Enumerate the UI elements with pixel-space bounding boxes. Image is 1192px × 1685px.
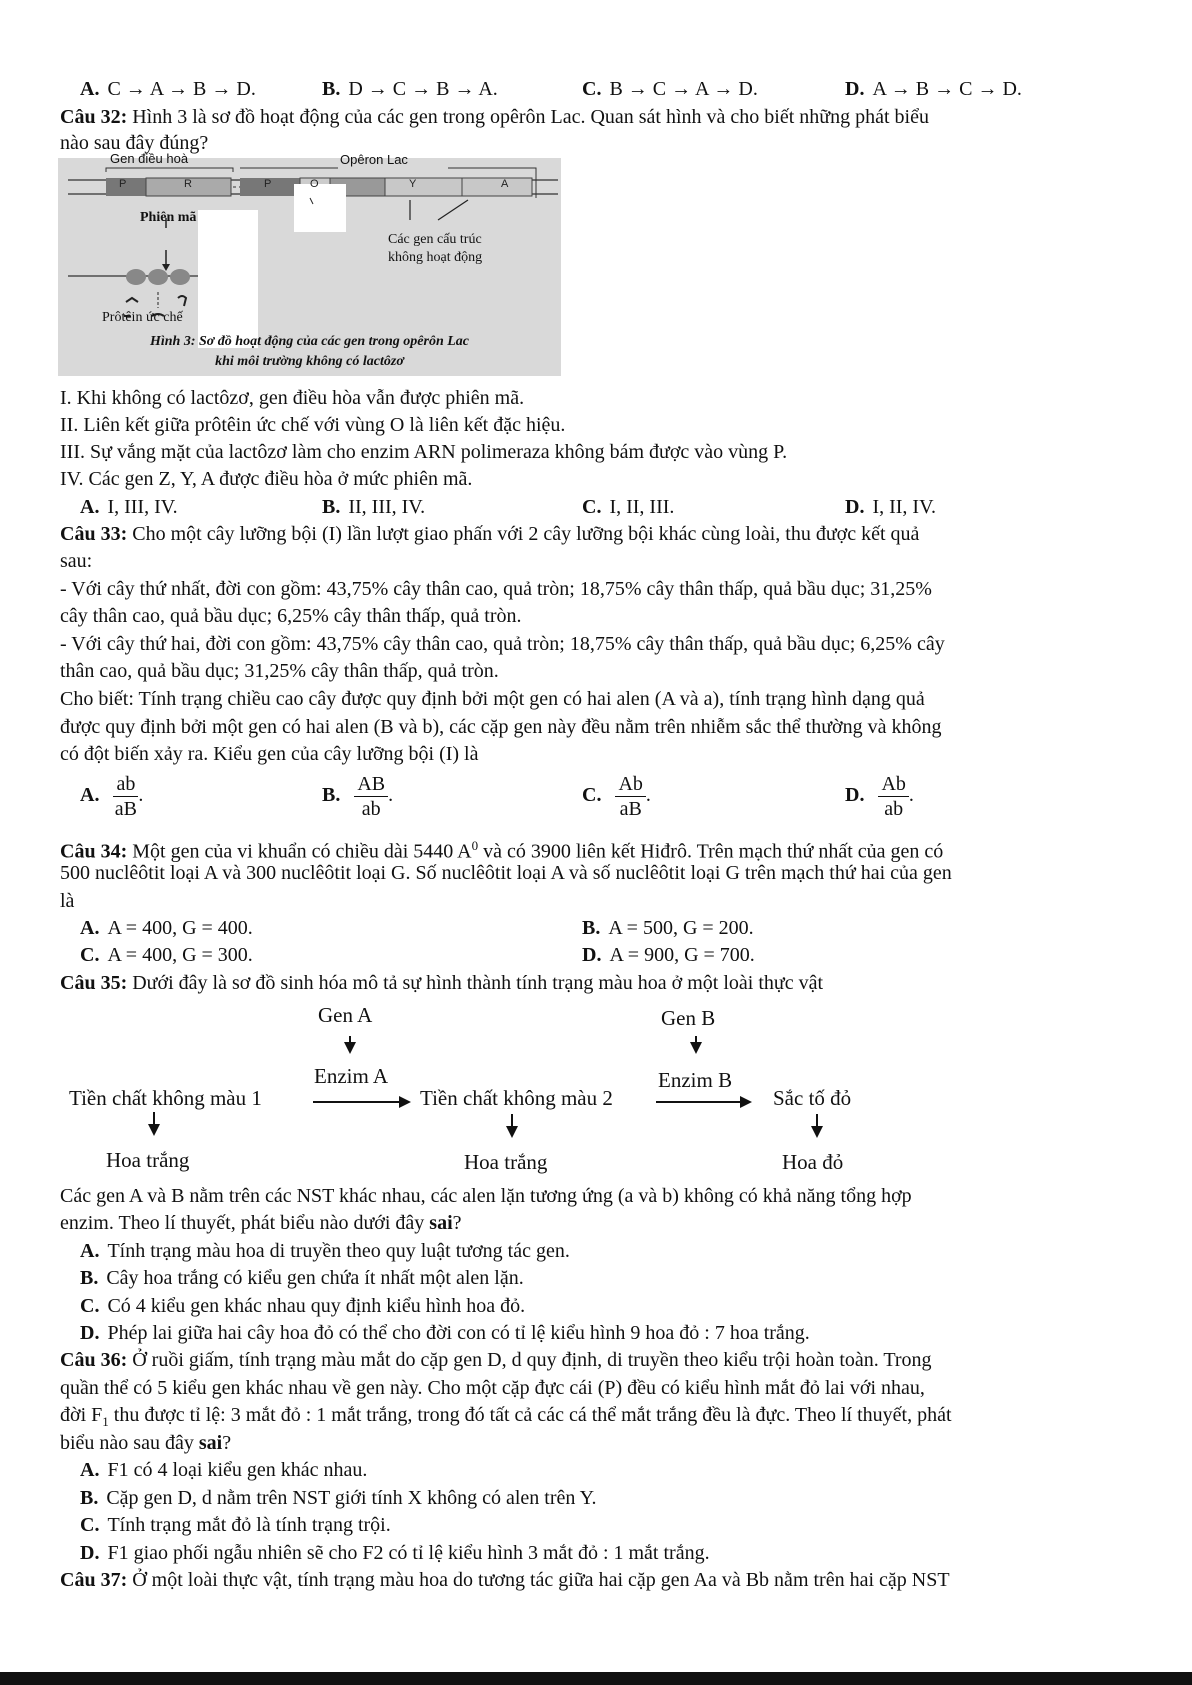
q32-statement-2: II. Liên kết giữa prôtêin ức chế với vùng O là liên kết đặc hiệu.: [60, 414, 566, 436]
q32-statement-3: III. Sự vắng mặt của lactôzơ làm cho enzim ARN polimeraza không bám được vào vùng P.: [60, 441, 788, 463]
page-bottom-border: [0, 1672, 1192, 1685]
q35-option-a: A. Tính trạng màu hoa di truyền theo quy luật tương tác gen.: [80, 1240, 570, 1262]
gene-y-label: Y: [409, 178, 417, 190]
figure-caption-line-2: khi môi trường không có lactôzơ: [215, 354, 404, 369]
q34-option-b: B. A = 500, G = 200.: [582, 917, 754, 939]
q33-line-7: Cho biết: Tính trạng chiều cao cây được quy định bởi một gen có hai alen (A và a), tính trạng hình dạng quả: [60, 688, 925, 710]
gen-b-arrow-icon: [695, 1036, 697, 1052]
structural-genes-label-2: không hoạt động: [388, 250, 483, 265]
q33-line-9: có đột biến xảy ra. Kiểu gen của cây lưỡng bội (I) là: [60, 743, 479, 765]
q33-line-1: Câu 33: Cho một cây lưỡng bội (I) lần lượt giao phấn với 2 cây lưỡng bội khác cùng loài, thu được kết quả: [60, 523, 920, 545]
q31-option-c: C. B → C → A → D.: [582, 78, 758, 100]
q33-line-2: sau:: [60, 550, 93, 572]
structural-genes-label-1: Các gen cấu trúc: [388, 232, 482, 247]
promoter-p1-label: P: [119, 178, 127, 190]
q36-option-c: C. Tính trạng mắt đỏ là tính trạng trội.: [80, 1514, 391, 1536]
regulator-gene-label: Gen điều hoà: [110, 151, 189, 166]
q32-option-c: C. I, II, III.: [582, 496, 675, 518]
white-flower-2-arrow-icon: [511, 1114, 513, 1136]
q35-option-c: C. Có 4 kiểu gen khác nhau quy định kiểu hình hoa đỏ.: [80, 1295, 526, 1317]
white-flower-1-label: Hoa trắng: [106, 1148, 190, 1172]
q34-line-2: 500 nuclêôtit loại A và 300 nuclêôtit loại G. Số nuclêôtit loại A và số nuclêôtit loại G trên mạch thứ hai của gen: [60, 862, 952, 884]
q31-option-b: B. D → C → B → A.: [322, 78, 498, 100]
q32-option-d: D. I, II, IV.: [845, 496, 936, 518]
q36-option-b: B. Cặp gen D, d nằm trên NST giới tính X không có alen trên Y.: [80, 1487, 597, 1509]
red-pigment-label: Sắc tố đỏ: [773, 1086, 852, 1110]
gen-a-arrow-icon: [349, 1036, 351, 1052]
q32-option-a: A. I, III, IV.: [80, 496, 178, 518]
q31-option-d: D. A → B → C → D.: [845, 78, 1022, 100]
operon-lac-label: Opêron Lac: [340, 152, 408, 167]
q35-question: Câu 35: Dưới đây là sơ đồ sinh hóa mô tả sự hình thành tính trạng màu hoa ở một loài thực vật: [60, 972, 824, 994]
enzim-b-label: Enzim B: [658, 1068, 733, 1092]
figure-caption-line-1: Hình 3: Sơ đồ hoạt động của các gen trong opêrôn Lac: [149, 334, 470, 349]
q34-line-1: Câu 34: Một gen của vi khuẩn có chiều dài 5440 $A^0$ và có 3900 liên kết Hiđrô. Trên mạch thứ nhất của gen có: [60, 838, 944, 863]
q32-statement-1: I. Khi không có lactôzơ, gen điều hòa vẫn được phiên mã.: [60, 387, 525, 409]
regulator-r-label: R: [184, 178, 192, 190]
precursor-1-label: Tiền chất không màu 1: [69, 1086, 262, 1110]
q32-question-line-1: Câu 32: Hình 3 là sơ đồ hoạt động của các gen trong opêrôn Lac. Quan sát hình và cho biết những phát biểu: [60, 106, 929, 128]
enzim-a-arrow-icon: [313, 1101, 409, 1103]
q33-line-8: được quy định bởi một gen có hai alen (B và b), các cặp gen này đều nằm trên nhiễm sắc thể thường và không: [60, 716, 942, 738]
enzim-a-label: Enzim A: [314, 1064, 389, 1088]
gen-a-label: Gen A: [318, 1003, 373, 1027]
q34-option-a: A. A = 400, G = 400.: [80, 917, 253, 939]
q35-option-d: D. Phép lai giữa hai cây hoa đỏ có thể cho đời con có tỉ lệ kiểu hình 9 hoa đỏ : 7 hoa trắng.: [80, 1322, 810, 1344]
promoter-p2-label: P: [264, 178, 272, 190]
q32-statement-4: IV. Các gen Z, Y, A được điều hòa ở mức phiên mã.: [60, 468, 473, 490]
red-flower-label: Hoa đỏ: [782, 1150, 844, 1174]
q35-after-line-2: enzim. Theo lí thuyết, phát biểu nào dưới đây sai?: [60, 1212, 462, 1234]
white-flower-1-arrow-icon: [153, 1112, 155, 1134]
operator-o-label: O: [310, 178, 319, 190]
q36-line-2: quần thể có 5 kiểu gen khác nhau về gen này. Cho một cặp đực cái (P) đều có kiểu hình mắt đỏ lai với nhau,: [60, 1377, 925, 1399]
gen-b-label: Gen B: [661, 1006, 716, 1030]
q32-question-line-2: nào sau đây đúng?: [60, 132, 209, 154]
q33-line-5: - Với cây thứ hai, đời con gồm: 43,75% cây thân cao, quả tròn; 18,75% cây thân thấp, quả bầu dục; 6,25% cây: [60, 633, 945, 655]
q36-option-d: D. F1 giao phối ngẫu nhiên sẽ cho F2 có tỉ lệ kiểu hình 3 mắt đỏ : 1 mắt trắng.: [80, 1542, 710, 1564]
enzim-b-arrow-icon: [656, 1101, 750, 1103]
q35-option-b: B. Cây hoa trắng có kiểu gen chứa ít nhất một alen lặn.: [80, 1267, 524, 1289]
q33-option-c: C. $\frac{Ab}{aB}$ .: [582, 773, 651, 820]
q33-option-a: A. $\frac{ab}{aB}$ .: [80, 773, 144, 820]
q33-option-d: D. $\frac{Ab}{ab}$ .: [845, 773, 914, 820]
q34-line-3: là: [60, 890, 75, 912]
q33-line-4: cây thân cao, quả bầu dục; 6,25% cây thân thấp, quả tròn.: [60, 605, 522, 627]
transcription-label: Phiên mã: [140, 210, 197, 225]
precursor-2-label: Tiền chất không màu 2: [420, 1086, 613, 1110]
q37-line-1: Câu 37: Ở một loài thực vật, tính trạng màu hoa do tương tác giữa hai cặp gen Aa và Bb nằm trên hai cặp NST: [60, 1569, 950, 1591]
q36-line-4: biểu nào sau đây sai?: [60, 1432, 232, 1454]
red-flower-arrow-icon: [816, 1114, 818, 1136]
q34-option-d: D. A = 900, G = 700.: [582, 944, 755, 966]
gene-a-label: A: [501, 178, 509, 190]
q36-option-a: A. F1 có 4 loại kiểu gen khác nhau.: [80, 1459, 368, 1481]
operon-lac-figure: [58, 151, 561, 376]
repressor-protein-label: Prôtêin ức chế: [102, 310, 183, 325]
q31-option-a: A. C → A → B → D.: [80, 78, 256, 100]
q33-option-b: B. $\frac{AB}{ab}$ .: [322, 773, 394, 820]
q32-option-b: B. II, III, IV.: [322, 496, 426, 518]
q33-line-6: thân cao, quả bầu dục; 31,25% cây thân thấp, quả tròn.: [60, 660, 499, 682]
q33-line-3: - Với cây thứ nhất, đời con gồm: 43,75% cây thân cao, quả tròn; 18,75% cây thân thấp, quả bầu dục; 31,25%: [60, 578, 932, 600]
q35-after-line-1: Các gen A và B nằm trên các NST khác nhau, các alen lặn tương ứng (a và b) không có khả năng tổng hợp: [60, 1185, 912, 1207]
q36-line-3: đời $F_1$ thu được tỉ lệ: 3 mắt đỏ : 1 mắt trắng, trong đó tất cả các cá thể mắt trắng đều là đực. Theo lí thuyết, phát: [60, 1404, 952, 1429]
q34-option-c: C. A = 400, G = 300.: [80, 944, 253, 966]
q36-line-1: Câu 36: Ở ruồi giấm, tính trạng màu mắt do cặp gen D, d quy định, di truyền theo kiểu trội hoàn toàn. Trong: [60, 1349, 932, 1371]
white-flower-2-label: Hoa trắng: [464, 1150, 548, 1174]
